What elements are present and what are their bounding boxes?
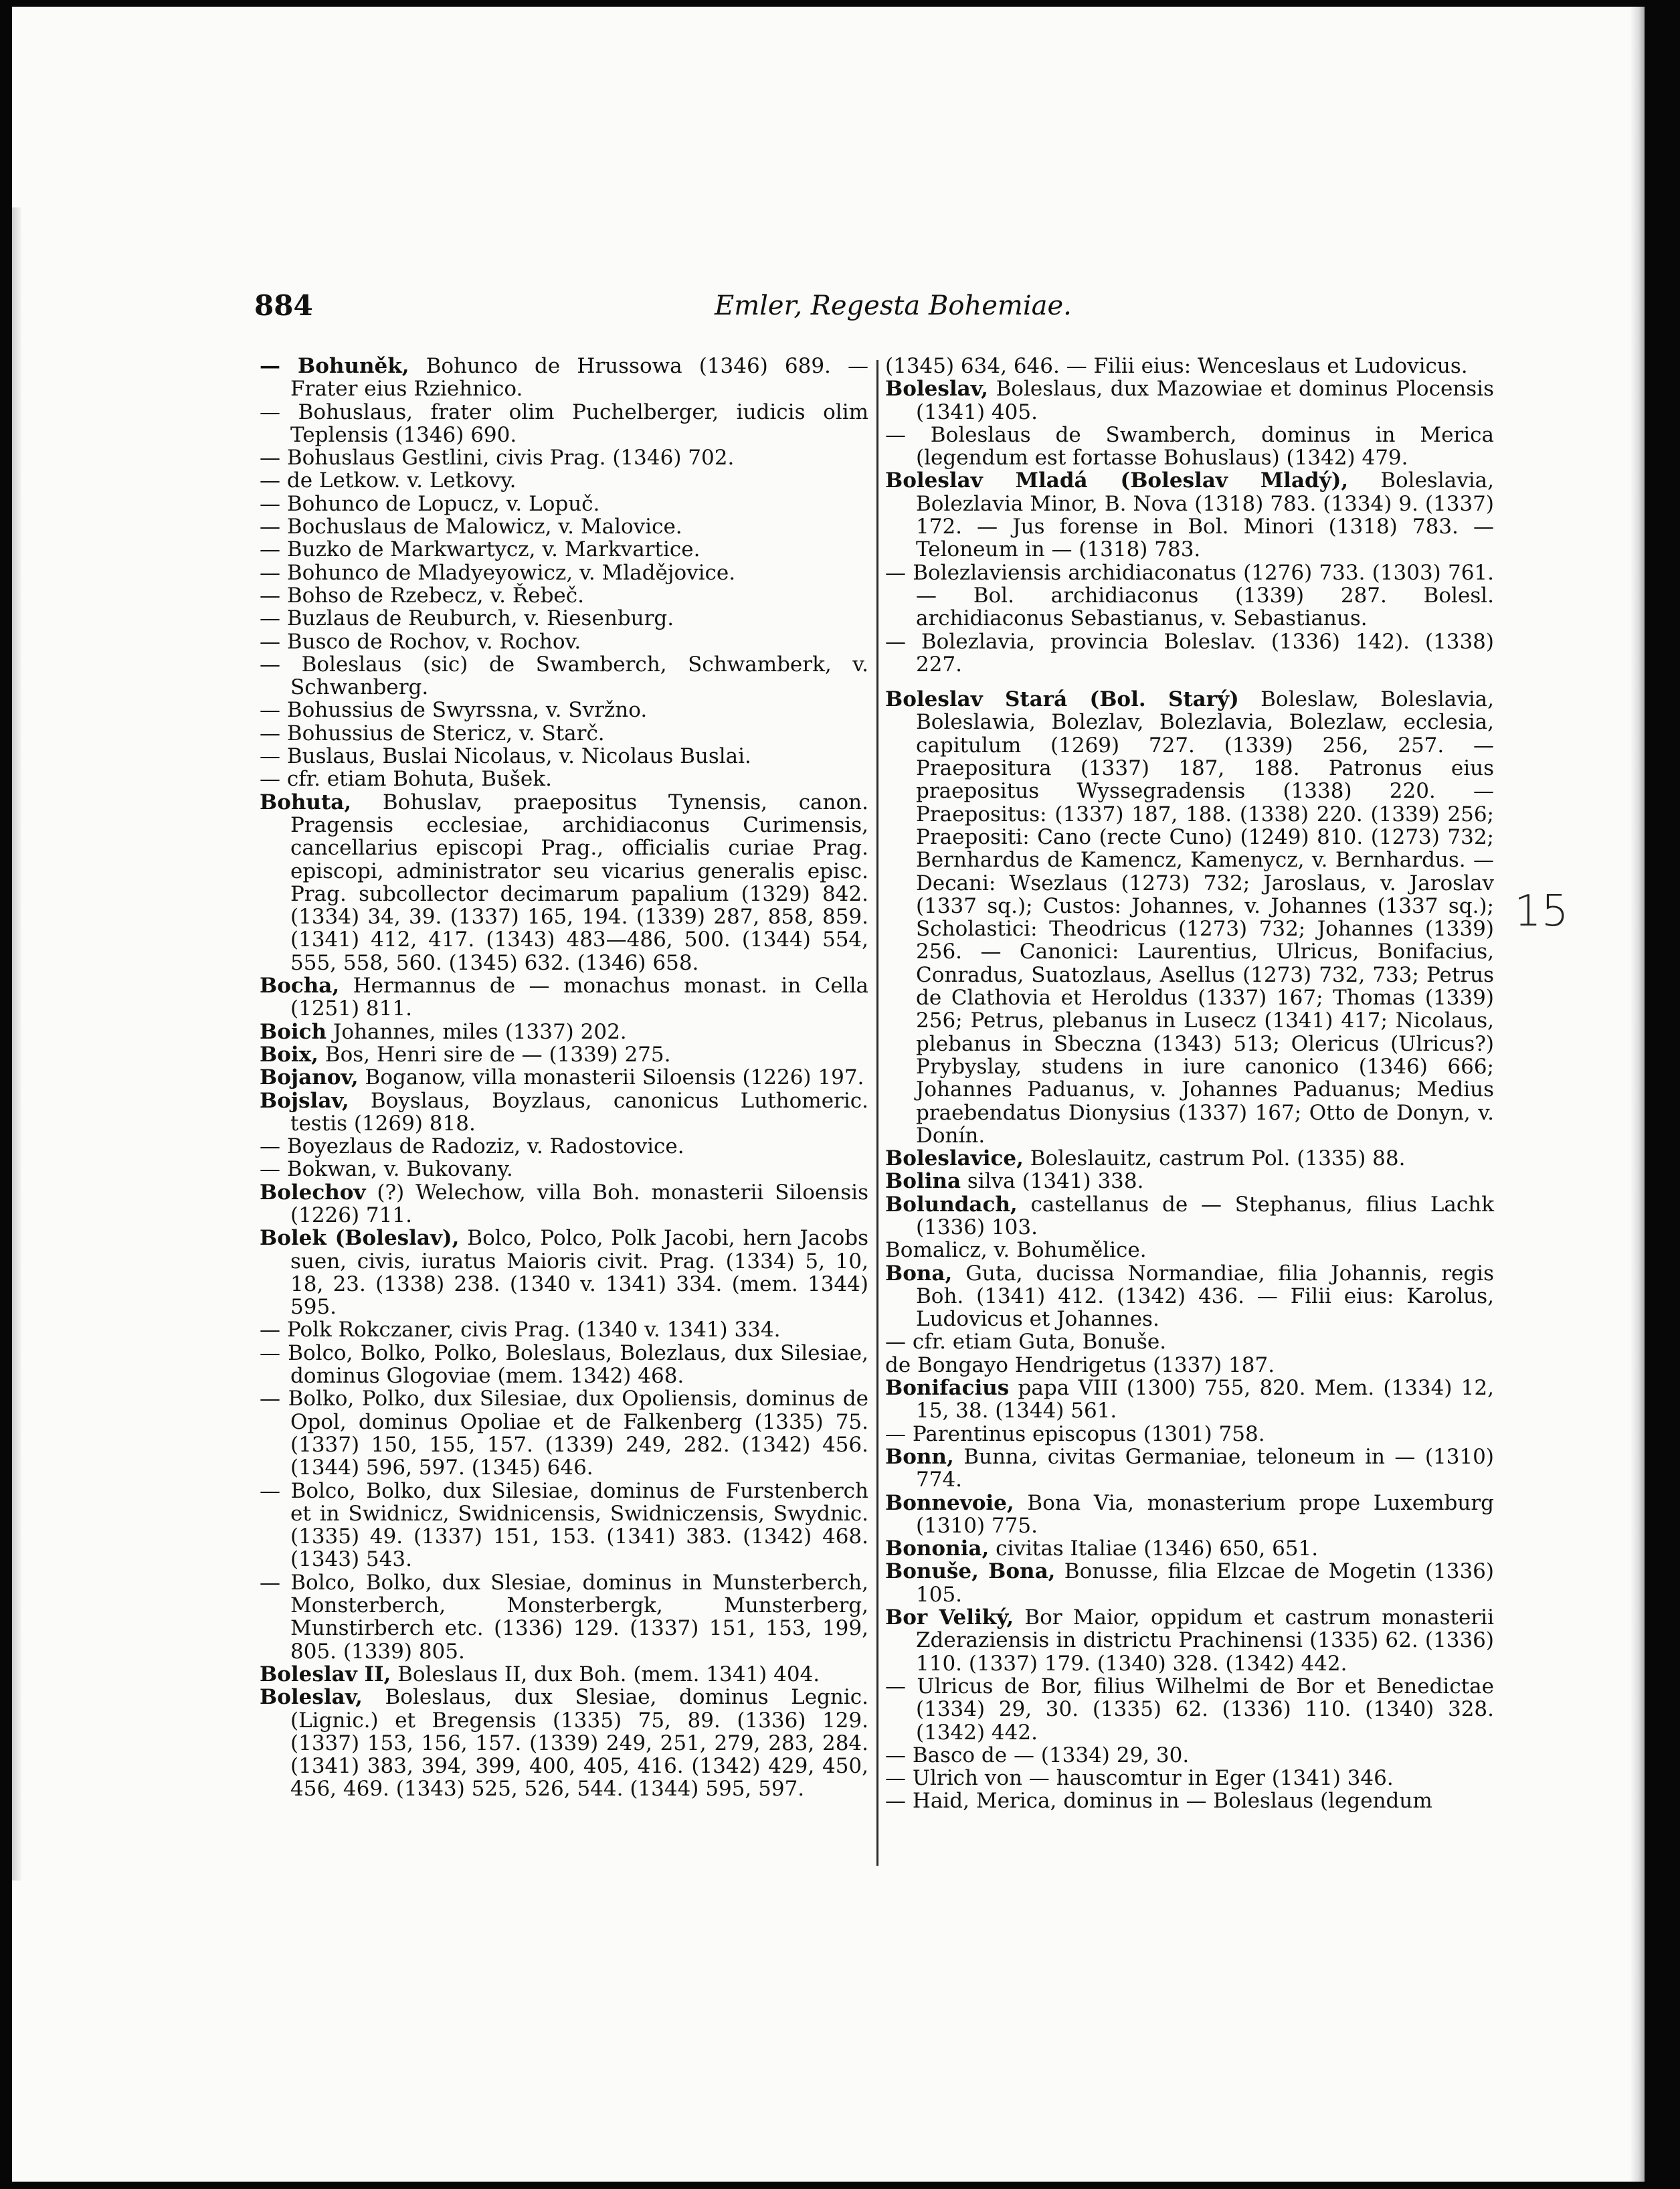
entry-headword: Boleslav II, [260, 1662, 391, 1686]
entry-headword: Boleslavice, [885, 1146, 1024, 1171]
entry-headword: Bocha, [260, 974, 340, 998]
entry-text: Boleslaw, Boleslavia, Boleslawia, Bolezlav, Bolezlavia, Bolezlaw, ecclesia, capitulum (1269) 727. (1339) 256, 257. — Praepositura (1337) 187, 188. Patronus eius praepositus Wyssegradensis (1338) 220. — Praepositus: (1337) 187, 188. (1338) 220. (1339) 256; Praepositi: Cano (recte Cuno) (1249) 810. (1273) 732; Bernhardus de Kamencz, Kamenycz, v. Bernhardus. — Decani: Wsezlaus (1273) 732; Jaroslaus, v. Jaroslav (1337 sq.); Custos: Johannes, v. Johannes (1337 sq.); Scholastici: Theodricus (1273) 732; Johannes (1339) 256. — Canonici: Laurentius, Ulricus, Bonifacius, Conradus, Suatozlaus, Asellus (1273) 732, 733; Petrus de Clathovia et Heroldus (1337) 167; Thomas (1339) 256; Petrus, plebanus in Lusecz (1341) 417; Nicolaus, plebanus in Sbeczna (1343) 513; Olericus (Ulricus?) Prybyslay, studens in iure canonico (1346) 666; Johannes Paduanus, v. Johannes Paduanus; Medius praebendatus Dionysius (1337) 167; Otto de Donyn, v. Donín. [916, 687, 1494, 1148]
index-entry [885, 1423, 1494, 1446]
entry-headword: Bonuše, Bona, [885, 1559, 1056, 1584]
index-entry [885, 1170, 1494, 1193]
entry-text: — Bohunco de Mladyeyowicz, v. Mladějovice. [260, 560, 736, 585]
entry-headword: Boleslav Mladá (Boleslav Mladý), [885, 468, 1349, 493]
index-entry [260, 1663, 868, 1686]
entry-text: Bunna, civitas Germaniae, teloneum in — (1310) 774. [916, 1444, 1494, 1492]
index-entry [260, 630, 868, 653]
index-entry [260, 515, 868, 538]
index-entry [260, 974, 868, 1021]
entry-text: Bos, Henri sire de — (1339) 275. [318, 1042, 671, 1067]
entry-text: — Bochuslaus de Malowicz, v. Malovice. [260, 515, 682, 539]
entry-text: — Bohussius de Swyrssna, v. Svržno. [260, 698, 648, 723]
entry-text: — Bolco, Bolko, Polko, Boleslaus, Bolezlaus, dux Silesiae, dominus Glogoviae (mem. 1342) 468. [260, 1340, 868, 1389]
entry-text: papa VIII (1300) 755, 820. Mem. (1334) 12, 15, 38. (1344) 561. [916, 1376, 1494, 1423]
entry-text: — Bohso de Rzebecz, v. Řebeč. [260, 583, 584, 608]
entry-text: — Bohuslaus, frater olim Puchelberger, iudicis olim Teplensis (1346) 690. [260, 400, 868, 447]
index-entry [885, 1767, 1494, 1789]
entry-headword: Bolina [885, 1169, 961, 1194]
index-entry [260, 401, 868, 447]
index-entry [260, 607, 868, 630]
entry-text: — Parentinus episcopus (1301) 758. [885, 1421, 1265, 1446]
entry-text: — Boleslaus de Swamberch, dominus in Merica (legendum est fortasse Bohuslaus) (1342) 479. [885, 422, 1494, 470]
entry-text: Hermannus de — monachus monast. in Cella (1251) 811. [290, 974, 868, 1021]
column-divider [876, 360, 878, 1866]
entry-text: — Haid, Merica, dominus in — Boleslaus (legendum [885, 1789, 1432, 1814]
entry-text: — Bolezlavia, provincia Boleslav. (1336) 142). (1338) 227. [885, 629, 1494, 677]
entry-headword: Bolundach, [885, 1192, 1018, 1217]
index-entry [260, 768, 868, 790]
index-entry [260, 1480, 868, 1571]
index-entry [885, 469, 1494, 561]
entry-text: Boganow, villa monasterii Siloensis (1226) 197. [358, 1065, 864, 1090]
entry-text: — Basco de — (1334) 29, 30. [885, 1743, 1190, 1767]
index-entry [885, 377, 1494, 424]
index-entry [885, 1446, 1494, 1492]
entry-text: — Buzlaus de Reuburch, v. Riesenburg. [260, 606, 674, 631]
entry-text: — Ulrich von — hauscomtur in Eger (1341) 346. [885, 1766, 1394, 1791]
entry-text: Bor Maior, oppidum et castrum monasterii Zderaziensis in districtu Prachinensi (1335) 62. (1336) 110. (1337) 179. (1340) 328. (1342) 442. [916, 1605, 1494, 1676]
index-entry [260, 1158, 868, 1180]
entry-headword: Boleslav, [885, 377, 988, 402]
index-entry [260, 1043, 868, 1066]
index-entry [885, 1377, 1494, 1423]
entry-text: silva (1341) 338. [961, 1169, 1144, 1194]
page-left-shadow [12, 207, 21, 1880]
index-entry [260, 469, 868, 492]
index-entry [260, 1135, 868, 1158]
entry-text: — Bolezlaviensis archidiaconatus (1276) 733. (1303) 761. — Bol. archidiaconus (1339) 287. Bolesl. archidiaconus Sebastianus, v. Sebastianus. [885, 560, 1494, 631]
index-entry [260, 1318, 868, 1341]
entry-text: — de Letkow. v. Letkovy. [260, 468, 517, 493]
entry-headword: Bonifacius [885, 1376, 1010, 1401]
entry-headword: Bor Veliký, [885, 1605, 1014, 1630]
entry-text: Boleslaus II, dux Boh. (mem. 1341) 404. [391, 1662, 820, 1686]
entry-text: — Bolco, Bolko, dux Silesiae, dominus de Furstenberch et in Swidnicz, Swidnicensis, Swidniczensis, Swydnic. (1335) 49. (1337) 151, 153. (1341) 383. (1342) 468. (1343) 543. [260, 1478, 868, 1572]
entry-text: Bolco, Polco, Polk Jacobi, hern Jacobs suen, civis, iuratus Maioris civit. Prag. (1334) 5, 10, 18, 23. (1338) 238. (1340 v. 1341) 334. (mem. 1344) 595. [290, 1226, 869, 1320]
index-entry [885, 1537, 1494, 1560]
index-entry [885, 1744, 1494, 1767]
index-entry [885, 630, 1494, 677]
index-entry [885, 1675, 1494, 1744]
right-column [885, 355, 1494, 1813]
index-entry [260, 1181, 868, 1227]
index-entry [885, 1330, 1494, 1353]
index-entry [260, 1227, 868, 1318]
index-entry [885, 1606, 1494, 1675]
entry-text: — Bokwan, v. Bukovany. [260, 1157, 513, 1182]
entry-text: Boleslaus, dux Mazowiae et dominus Plocensis (1341) 405. [916, 377, 1494, 424]
margin-note: 15 [1514, 887, 1569, 936]
index-entry [885, 355, 1494, 377]
entry-headword: Bolechov [260, 1180, 366, 1205]
entry-text: (1345) 634, 646. — Filii eius: Wenceslaus et Ludovicus. [885, 354, 1468, 378]
entry-text: — Buslaus, Buslai Nicolaus, v. Nicolaus Buslai. [260, 744, 751, 769]
index-entry [260, 493, 868, 515]
entry-headword: Bojslav, [260, 1088, 349, 1113]
entry-text: — cfr. etiam Guta, Bonuše. [885, 1330, 1167, 1354]
entry-text: Bonusse, filia Elzcae de Mogetin (1336) 105. [916, 1559, 1495, 1607]
index-entry [885, 1193, 1494, 1239]
entry-text: — Bohussius de Stericz, v. Starč. [260, 721, 605, 746]
index-entry [260, 446, 868, 469]
index-entry [885, 1560, 1494, 1606]
entry-headword: Bonnevoie, [885, 1490, 1014, 1515]
index-entry [260, 1066, 868, 1089]
index-entry [260, 1387, 868, 1479]
index-entry [260, 584, 868, 607]
entry-text: — cfr. etiam Bohuta, Bušek. [260, 767, 552, 792]
entry-text: Guta, ducissa Normandiae, filia Johannis, regis Boh. (1341) 412. (1342) 436. — Filii eius: Karolus, Ludovicus et Johannes. [916, 1261, 1494, 1332]
index-entry [260, 1021, 868, 1043]
index-entry [885, 676, 1494, 688]
entry-text: — Boleslaus (sic) de Swamberch, Schwamberk, v. Schwanberg. [260, 652, 868, 700]
entry-text: Boleslavia, Bolezlavia Minor, B. Nova (1318) 783. (1334) 9. (1337) 172. — Jus forense in Bol. Minori (1318) 783. — Teloneum in — (1318) 783. [916, 468, 1494, 562]
entry-text: — Bolco, Bolko, dux Slesiae, dominus in Munsterberch, Monsterberch, Monsterbergk, Munsterberg, Munstirberch etc. (1336) 129. (1337) 151, 153, 199, 805. (1339) 805. [260, 1570, 868, 1664]
entry-text: Boyslaus, Boyzlaus, canonicus Luthomeric. testis (1269) 818. [290, 1088, 868, 1136]
entry-headword: Boleslav, [260, 1685, 363, 1710]
running-head: Emler, Regesta Bohemiae. [715, 290, 1072, 321]
entry-headword: Boix, [260, 1042, 318, 1067]
index-entry [885, 1147, 1494, 1170]
entry-text: — Busco de Rochov, v. Rochov. [260, 629, 581, 654]
index-entry [885, 1492, 1494, 1538]
entry-text: — Boyezlaus de Radoziz, v. Radostovice. [260, 1134, 684, 1159]
entry-headword: Bojanov, [260, 1065, 359, 1090]
index-entry [260, 538, 868, 561]
entry-headword: Boleslav Stará (Bol. Starý) [885, 687, 1239, 712]
index-entry [260, 653, 868, 699]
entry-headword: — Bohuněk, [260, 354, 409, 378]
index-entry [885, 561, 1494, 630]
index-entry [885, 1262, 1494, 1331]
entry-text: — Polk Rokczaner, civis Prag. (1340 v. 1341) 334. [260, 1318, 781, 1342]
index-entry [260, 722, 868, 745]
index-entry [885, 688, 1494, 1147]
entry-text: — Ulricus de Bor, filius Wilhelmi de Bor et Benedictae (1334) 29, 30. (1335) 62. (1336) 110. (1340) 328. (1342) 442. [885, 1674, 1494, 1745]
entry-text: (?) Welechow, villa Boh. monasterii Siloensis (1226) 711. [290, 1180, 868, 1227]
entry-headword: Bolek (Boleslav), [260, 1226, 460, 1251]
entry-text: Boleslaus, dux Slesiae, dominus Legnic. (Lignic.) et Bregensis (1335) 75, 89. (1336) 129. (1337) 153, 156, 157. (1339) 249, 251, 279, 283, 284. (1341) 383, 394, 399, 400, 405, 416. (1342) 429, 450, 456, 469. (1343) 525, 526, 544. (1344) 595, 597. [290, 1685, 868, 1802]
index-entry [260, 1571, 868, 1663]
index-entry [885, 1239, 1494, 1261]
entry-text: — Bohunco de Lopucz, v. Lopuč. [260, 491, 600, 516]
entry-text: civitas Italiae (1346) 650, 651. [989, 1537, 1319, 1561]
entry-text: — Bolko, Polko, dux Silesiae, dux Opoliensis, dominus de Opol, dominus Opoliae et de Falkenberg (1335) 75. (1337) 150, 155, 157. (1339) 249, 282. (1342) 456. (1344) 596, 597. (1345) 646. [260, 1387, 868, 1480]
entry-text: — Bohuslaus Gestlini, civis Prag. (1346) 702. [260, 446, 735, 470]
entry-text: Bohuslav, praepositus Tynensis, canon. Pragensis ecclesiae, archidiaconus Curimensis, cancellarius episcopi Prag., officialis curiae Prag. episcopi, administrator seu vicarius generalis episc. Prag. subcollector decimarum papalium (1329) 842. (1334) 34, 39. (1337) 165, 194. (1339) 287, 858, 859. (1341) 412, 417. (1343) 483—486, 500. (1344) 554, 555, 558, 560. (1345) 632. (1346) 658. [290, 790, 868, 975]
index-entry [260, 745, 868, 768]
entry-text: de Bongayo Hendrigetus (1337) 187. [885, 1352, 1275, 1377]
index-entry [260, 699, 868, 721]
scanned-page [12, 7, 1645, 2182]
page-number: 884 [254, 289, 313, 322]
index-entry [260, 1089, 868, 1136]
index-entry [260, 561, 868, 584]
entry-text: — Buzko de Markwartycz, v. Markvartice. [260, 537, 701, 562]
entry-text: Boleslauitz, castrum Pol. (1335) 88. [1023, 1146, 1406, 1171]
entry-text: Bohunco de Hrussowa (1346) 689. — Frater eius Rziehnico. [290, 354, 868, 402]
left-column [260, 355, 868, 1801]
index-entry [885, 1354, 1494, 1377]
entry-headword: Bonn, [885, 1444, 954, 1469]
entry-headword: Boich [260, 1019, 327, 1044]
index-entry [260, 791, 868, 974]
index-entry [885, 1789, 1494, 1812]
entry-headword: Bohuta, [260, 790, 352, 814]
index-entry [885, 424, 1494, 470]
entry-text: Bomalicz, v. Bohumělice. [885, 1238, 1147, 1263]
entry-headword: Bona, [885, 1261, 953, 1286]
entry-headword: Bononia, [885, 1537, 990, 1561]
entry-text: Johannes, miles (1337) 202. [326, 1019, 627, 1044]
index-entry [260, 1686, 868, 1800]
index-entry [260, 1342, 868, 1388]
entry-text: Bona Via, monasterium prope Luxemburg (1310) 775. [916, 1490, 1494, 1538]
entry-text: castellanus de — Stephanus, filius Lachk (1336) 103. [916, 1192, 1494, 1239]
page-right-edge [1630, 7, 1645, 2182]
index-entry [260, 355, 868, 401]
